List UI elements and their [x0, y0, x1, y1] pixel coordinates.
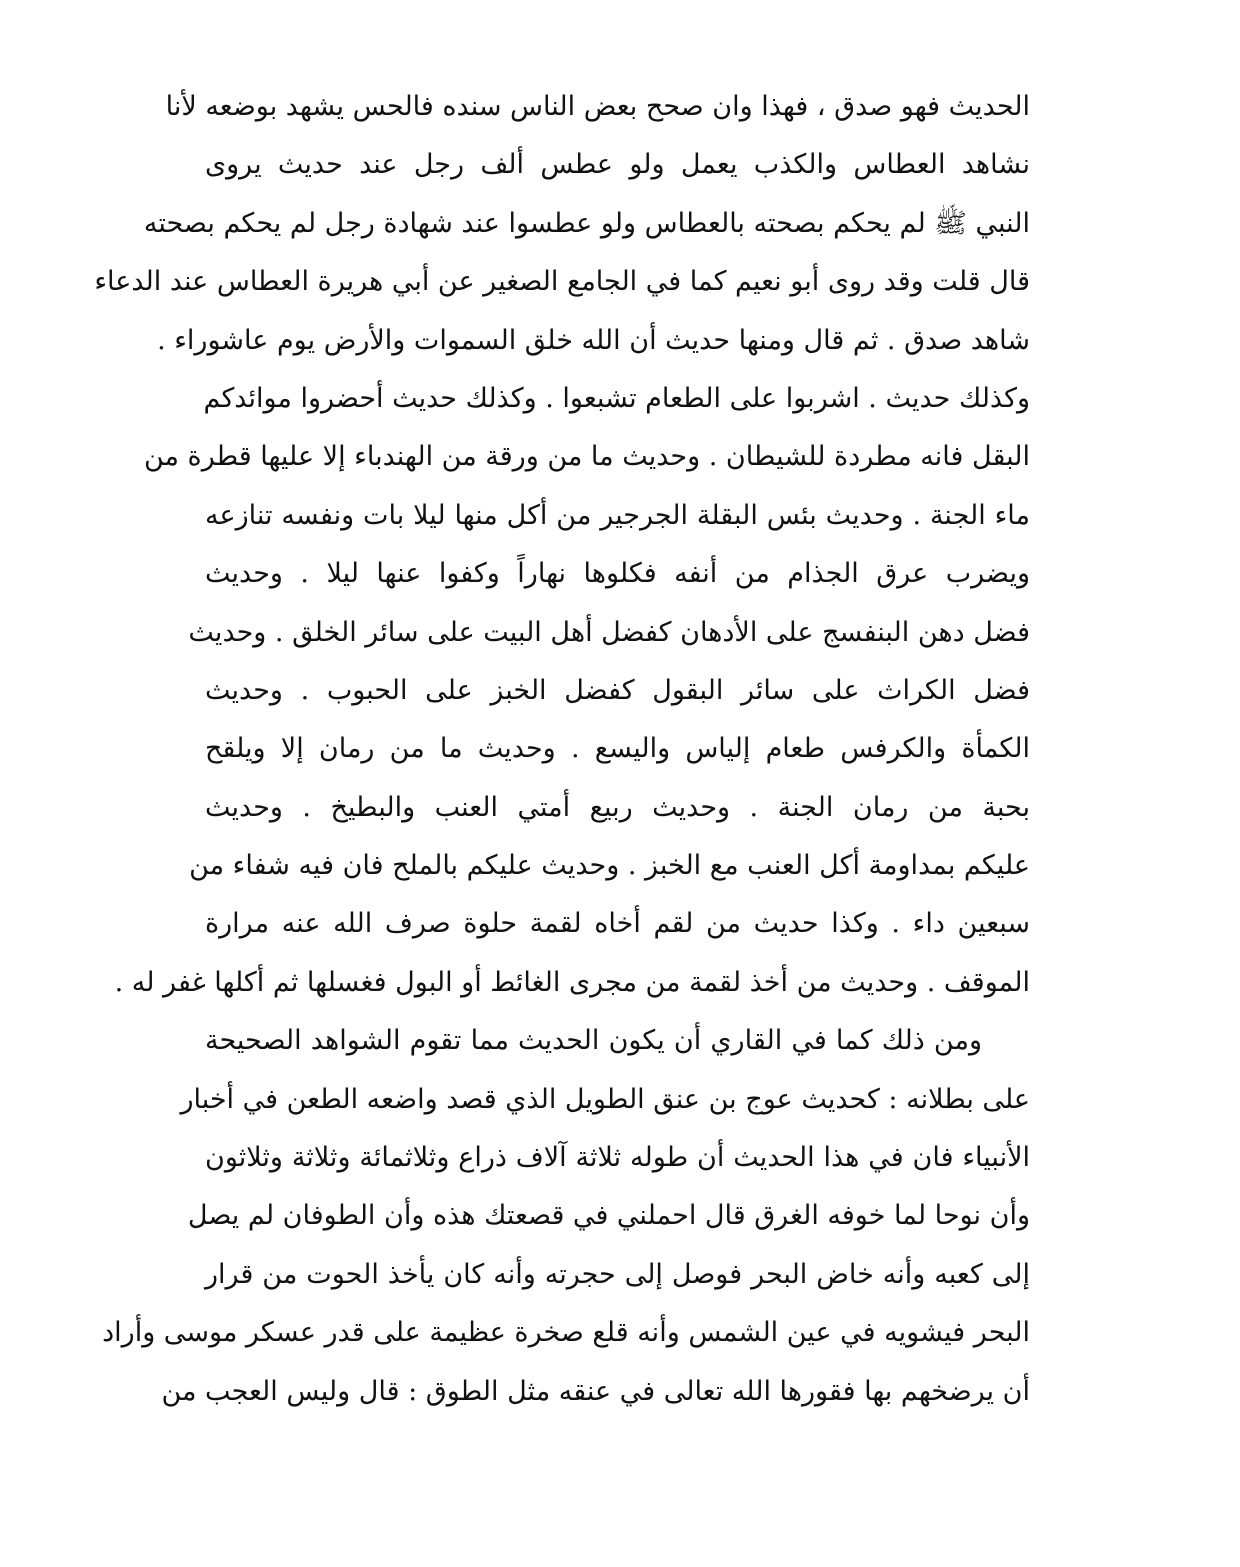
- text-line-7: البقل فانه مطردة للشيطان . وحديث ما من ورقة من الهندباء إلا عليها قطرة من: [143, 441, 1030, 473]
- text-line-5: شاهد صدق . ثم قال ومنها حديث أن الله خلق السموات والأرض يوم عاشوراء .: [157, 324, 1030, 356]
- text-line-17: ومن ذلك كما في القاري أن يكون الحديث مما تقوم الشواهد الصحيحة: [205, 1025, 982, 1057]
- text-line-20: وأن نوحا لما خوفه الغرق قال احملني في قصعتك هذه وأن الطوفان لم يصل: [187, 1200, 1030, 1232]
- text-line-22: البحر فيشويه في عين الشمس وأنه قلع صخرة عظيمة على قدر عسكر موسى وأراد: [102, 1317, 1030, 1349]
- text-line-1: الحديث فهو صدق ، فهذا وان صحح بعض الناس سنده فالحس يشهد بوضعه لأنا: [165, 91, 1030, 122]
- text-line-15: سبعين داء . وكذا حديث من لقم أخاه لقمة حلوة صرف الله عنه مرارة: [205, 908, 1030, 940]
- text-line-6: وكذلك حديث . اشربوا على الطعام تشبعوا . وكذلك حديث أحضروا موائدكم: [203, 382, 1030, 414]
- text-line-9: ويضرب عرق الجذام من أنفه فكلوها نهاراً وكفوا عنها ليلا . وحديث: [205, 558, 1030, 590]
- text-line-11: فضل الكراث على سائر البقول كفضل الخبز على الحبوب . وحديث: [205, 674, 1030, 706]
- text-line-14: عليكم بمداومة أكل العنب مع الخبز . وحديث عليكم بالملح فان فيه شفاء من: [189, 850, 1030, 882]
- text-line-8: ماء الجنة . وحديث بئس البقلة الجرجير من أكل منها ليلا بات ونفسه تنازعه: [205, 499, 1030, 531]
- text-line-2: نشاهد العطاس والكذب يعمل ولو عطس ألف رجل عند حديث يروى: [205, 149, 1030, 181]
- text-line-16: الموقف . وحديث من أخذ لقمة من مجرى الغائط أو البول فغسلها ثم أكلها غفر له .: [114, 966, 1030, 998]
- arabic-text-body: [94, 78, 1030, 1421]
- text-line-19: الأنبياء فان في هذا الحديث أن طوله ثلاثة آلاف ذراع وثلاثمائة وثلاثة وثلاثون: [205, 1142, 1030, 1174]
- text-line-21: إلى كعبه وأنه خاض البحر فوصل إلى حجرته وأنه كان يأخذ الحوت من قرار: [205, 1258, 1030, 1290]
- text-line-23: أن يرضخهم بها فقورها الله تعالى في عنقه مثل الطوق : قال وليس العجب من: [161, 1375, 1030, 1407]
- text-line-3: النبي ﷺ لم يحكم بصحته بالعطاس ولو عطسوا عند شهادة رجل لم يحكم بصحته: [143, 207, 1030, 239]
- text-line-12: الكمأة والكرفس طعام إلياس واليسع . وحديث ما من رمان إلا ويلقح: [205, 733, 1030, 765]
- text-line-4: قال قلت وقد روى أبو نعيم كما في الجامع الصغير عن أبي هريرة العطاس عند الدعاء: [94, 266, 1030, 298]
- text-line-18: على بطلانه : كحديث عوج بن عنق الطويل الذي قصد واضعه الطعن في أخبار: [180, 1083, 1030, 1115]
- text-line-13: بحبة من رمان الجنة . وحديث ربيع أمتي العنب والبطيخ . وحديث: [205, 791, 1030, 823]
- text-line-10: فضل دهن البنفسج على الأدهان كفضل أهل البيت على سائر الخلق . وحديث: [188, 616, 1030, 648]
